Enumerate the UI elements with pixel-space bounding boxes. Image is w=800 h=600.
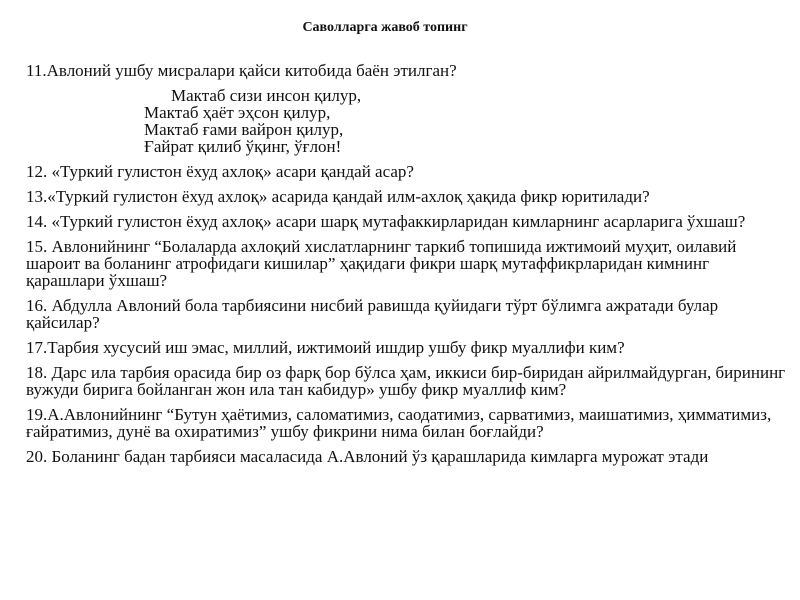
poem-line-4: Ғайрат қилиб ўқинг, ўғлон! xyxy=(144,137,342,156)
document-title: Саволларга жавоб топинг xyxy=(302,20,468,35)
question-16: 16. Абдулла Авлоний бола тарбиясини нисбий равишда қуйидаги тўрт бўлимга ажратади булар қайсилар? xyxy=(26,296,719,332)
poem-block xyxy=(144,87,786,155)
question-17: 17.Тарбия хусусий иш эмас, миллий, ижтимоий ишдир ушбу фикр муаллифи ким? xyxy=(26,338,625,357)
question-18: 18. Дарс ила тарбия орасида бир оз фарқ бор бўлса ҳам, иккиси бир-биридан айрилмайдурган, бирининг вужуди бирига бойланган жон ила тан кабидур» ушбу фикр муаллиф ким? xyxy=(26,363,786,399)
poem-line-3: Мактаб ғами вайрон қилур, xyxy=(144,120,344,139)
question-19: 19.А.Авлонийнинг “Бутун ҳаётимиз, саломатимиз, саодатимиз, сарватимиз, маишатимиз, ҳимматимиз, ғайратимиз, дунё ва охиратимиз” ушбу фикрини нима билан боғлайди? xyxy=(26,405,772,441)
question-11: 11.Авлоний ушбу мисралари қайси китобида баён этилган? xyxy=(26,61,457,80)
question-13: 13.«Туркий гулистон ёхуд ахлоқ» асарида қандай илм-ахлоқ ҳақида фикр юритилади? xyxy=(26,187,650,206)
poem-line-2: Мактаб ҳаёт эҳсон қилур, xyxy=(144,103,331,122)
questions-list xyxy=(26,62,786,473)
question-14: 14. «Туркий гулистон ёхуд ахлоқ» асари шарқ мутафаккирларидан кимларнинг асарларига ўхшаш? xyxy=(26,212,746,231)
question-15: 15. Авлонийнинг “Болаларда ахлоқий хислатларнинг таркиб топишида ижтимоий муҳит, оилавий шароит ва боланинг атрофидаги кишилар” ҳақидаги фикри шарқ мутаффикрларидан кимнинг қарашлари ўхшаш? xyxy=(26,237,737,290)
question-20: 20. Боланинг бадан тарбияси масаласида А.Авлоний ўз қарашларида кимларга мурожат этади xyxy=(26,447,709,466)
question-12: 12. «Туркий гулистон ёхуд ахлоқ» асари қандай асар? xyxy=(26,162,414,181)
poem-line-1: Мактаб сизи инсон қилур, xyxy=(171,86,362,105)
